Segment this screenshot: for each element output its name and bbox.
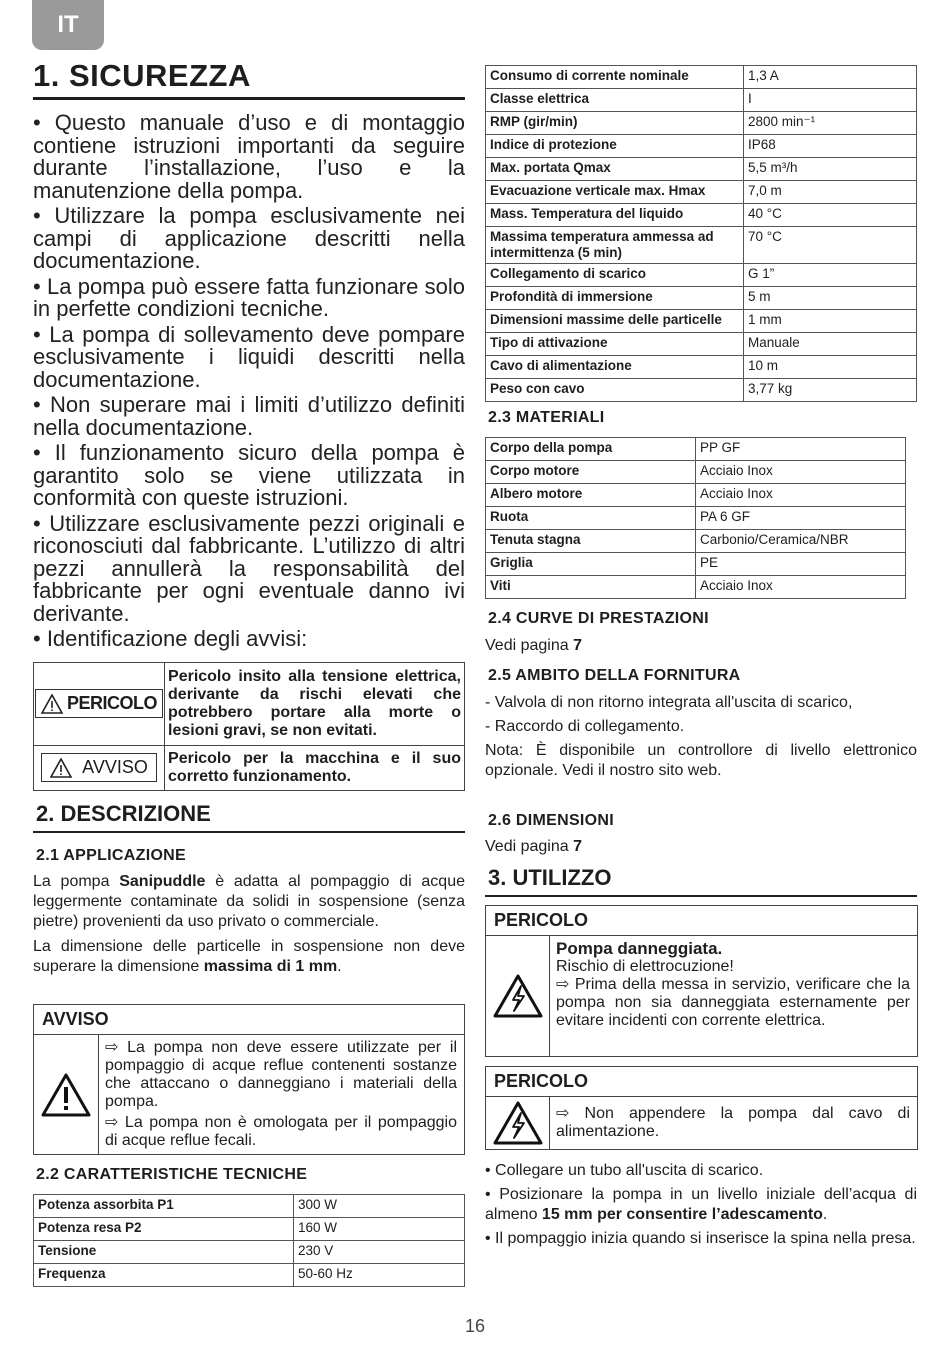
text-run: . <box>337 958 342 975</box>
table-row <box>486 181 917 204</box>
usage-bullet: • Collegare un tubo all'uscita di scarico. <box>485 1162 764 1179</box>
usage-bullets <box>485 1161 917 1249</box>
spec-label: Profondità di immersione <box>486 287 744 310</box>
warning-icon-cell <box>34 1035 99 1154</box>
avviso-line: ⇨ La pompa non è omologata per il pompaggio di acque reflue fecali. <box>105 1114 457 1149</box>
safety-bullets <box>33 112 465 654</box>
table-row <box>486 264 917 287</box>
tech-specs-title: 2.2 CARATTERISTICHE TECNICHE <box>36 1166 308 1183</box>
danger-badge <box>35 689 163 718</box>
safety-bullet: • Utilizzare esclusivamente pezzi originali e riconosciuti dal fabbricante. L’utilizzo di altri pezzi annullerà la responsabilità del fabbricante per ogni eventuale danno ivi derivante. <box>33 510 465 626</box>
language-tab <box>32 0 104 50</box>
application-paragraph <box>33 872 465 932</box>
supply-note: Nota: È disponibile un controllore di livello elettronico opzionale. Vedi il nostro sito web. <box>485 742 917 779</box>
safety-bullet: • Utilizzare la pompa esclusivamente nei campi di applicazione descritti nella documentazione. <box>33 203 465 273</box>
table-row <box>486 227 917 264</box>
table-row <box>34 746 465 791</box>
danger-box-text: ⇨ Non appendere la pompa dal cavo di alimentazione. <box>556 1105 910 1140</box>
spec-value: Acciaio Inox <box>696 484 906 507</box>
spec-value: 50-60 Hz <box>294 1264 465 1287</box>
materials-title: 2.3 MATERIALI <box>488 409 605 426</box>
spec-value: PA 6 GF <box>696 507 906 530</box>
spec-label: Mass. Temperatura del liquido <box>486 204 744 227</box>
application-text <box>33 872 465 977</box>
safety-bullet: • Il funzionamento sicuro della pompa è garantito solo se viene utilizzata in conformità con queste istruzioni. <box>33 440 465 510</box>
danger-box-head: PERICOLO <box>486 1067 917 1097</box>
danger-box-row <box>486 936 917 1056</box>
spec-label: Tensione <box>34 1241 294 1264</box>
text-run: La dimensione delle particelle in sospensione non deve superare la dimensione <box>33 938 465 975</box>
particle-paragraph <box>33 937 465 977</box>
tech-specs-table-left <box>33 1194 465 1287</box>
spec-value: PP GF <box>696 438 906 461</box>
notice-badge-label: AVVISO <box>82 757 148 778</box>
electric-hazard-icon <box>492 1100 544 1146</box>
avviso-box-text <box>99 1035 463 1154</box>
safety-bullet: • Questo manuale d’uso e di montaggio contiene istruzioni importanti da seguire durante l’installazione, l’uso e la manutenzione della pompa. <box>33 110 465 203</box>
dimensions-title: 2.6 DIMENSIONI <box>488 812 615 829</box>
page-reference: 7 <box>573 838 582 855</box>
usage-bullet <box>485 1185 917 1225</box>
spec-label: Classe elettrica <box>486 89 744 112</box>
spec-value: Manuale <box>744 333 917 356</box>
spec-label: Potenza assorbita P1 <box>34 1195 294 1218</box>
danger-box-head: PERICOLO <box>486 906 917 936</box>
table-row <box>486 66 917 89</box>
spec-value: 5,5 m³/h <box>744 158 917 181</box>
supply-title: 2.5 AMBITO DELLA FORNITURA <box>488 667 741 684</box>
section3-rule <box>485 895 917 897</box>
spec-label: Tipo di attivazione <box>486 333 744 356</box>
table-row <box>486 287 917 310</box>
spec-label: Dimensioni massime delle particelle <box>486 310 744 333</box>
table-row <box>34 1218 465 1241</box>
table-row <box>486 530 906 553</box>
text-run: Vedi pagina <box>485 637 574 654</box>
curves-title: 2.4 CURVE DI PRESTAZIONI <box>488 610 709 627</box>
table-row <box>486 204 917 227</box>
table-row <box>486 507 906 530</box>
spec-value: 40 °C <box>744 204 917 227</box>
spec-value: 1,3 A <box>744 66 917 89</box>
electric-hazard-cell <box>486 1097 550 1149</box>
safety-bullet: • Non superare mai i limiti d’utilizzo definiti nella documentazione. <box>33 392 465 440</box>
spec-label: Frequenza <box>34 1264 294 1287</box>
tech-specs-title-wrap <box>36 1166 307 1184</box>
text-run: è adatta al pompaggio di acque leggermente contaminate da solidi in sospensione (senza pietre) provenienti da uso privato o commerciale. <box>33 873 465 930</box>
text-run: • Posizionare la pompa in un livello iniziale dell’acqua di almeno <box>485 1186 917 1223</box>
spec-value: 300 W <box>294 1195 465 1218</box>
safety-bullet: • Identificazione degli avvisi: <box>33 626 308 651</box>
supply-line: - Valvola di non ritorno integrata all'uscita di scarico, <box>485 694 853 711</box>
spec-label: Corpo della pompa <box>486 438 696 461</box>
page-reference: 7 <box>573 637 582 654</box>
electric-hazard-cell <box>486 936 550 1056</box>
notice-description: Pericolo per la macchina e il suo corretto funzionamento. <box>165 746 465 791</box>
tech-specs-table-right <box>485 65 917 402</box>
language-tab-label: IT <box>57 11 79 38</box>
curves-text <box>485 636 582 656</box>
section1-rule <box>33 97 465 100</box>
warning-triangle-icon <box>50 758 72 778</box>
spec-label: Ruota <box>486 507 696 530</box>
safety-bullet: • La pompa di sollevamento deve pompare esclusivamente i liquidi descritti nella documentazione. <box>33 321 465 392</box>
priming-depth: 15 mm per consentire l’adescamento <box>541 1206 823 1223</box>
spec-value: 5 m <box>744 287 917 310</box>
section2 <box>36 801 465 833</box>
warning-triangle-icon <box>41 694 63 714</box>
table-row <box>486 553 906 576</box>
avviso-box <box>33 1004 465 1155</box>
table-row <box>486 135 917 158</box>
spec-label: Indice di protezione <box>486 135 744 158</box>
spec-value: Carbonio/Ceramica/NBR <box>696 530 906 553</box>
section3-title: 3. UTILIZZO <box>488 865 612 890</box>
spec-label: Cavo di alimentazione <box>486 356 744 379</box>
notice-badge <box>41 753 157 782</box>
table-row <box>486 484 906 507</box>
spec-label: Albero motore <box>486 484 696 507</box>
supply-text <box>485 693 917 781</box>
spec-label: Consumo di corrente nominale <box>486 66 744 89</box>
spec-label: Evacuazione verticale max. Hmax <box>486 181 744 204</box>
warning-badge-cell <box>34 746 165 791</box>
application-title: 2.1 APPLICAZIONE <box>36 847 187 864</box>
spec-label: Max. portata Qmax <box>486 158 744 181</box>
application-section <box>36 847 465 865</box>
spec-value: 3,77 kg <box>744 379 917 402</box>
materials-table <box>485 437 906 599</box>
spec-label: Griglia <box>486 553 696 576</box>
spec-value: PE <box>696 553 906 576</box>
curves-title-wrap <box>488 610 709 628</box>
product-name: Sanipuddle <box>119 873 206 890</box>
avviso-box-head: AVVISO <box>34 1005 464 1035</box>
danger-box-bold: Pompa danneggiata. <box>556 939 723 958</box>
page-number: 16 <box>464 1316 486 1336</box>
table-row <box>486 461 906 484</box>
table-row <box>34 1241 465 1264</box>
danger-box-line: Rischio di elettrocuzione! <box>556 958 734 975</box>
table-row <box>486 333 917 356</box>
spec-value: IP68 <box>744 135 917 158</box>
spec-value: 230 V <box>294 1241 465 1264</box>
spec-label: Potenza resa P2 <box>34 1218 294 1241</box>
spec-value: 1 mm <box>744 310 917 333</box>
spec-value: G 1” <box>744 264 917 287</box>
text-run: . <box>822 1206 828 1223</box>
spec-value: 160 W <box>294 1218 465 1241</box>
spec-label: Massima temperatura ammessa ad intermittenza (5 min) <box>486 227 744 264</box>
avviso-box-row <box>34 1035 464 1154</box>
section2-title: 2. DESCRIZIONE <box>36 801 211 826</box>
section2-rule <box>33 831 465 833</box>
text-run: La pompa <box>33 873 120 890</box>
usage-bullet: • Il pompaggio inizia quando si inserisce la spina nella presa. <box>485 1230 916 1247</box>
table-row <box>486 438 906 461</box>
spec-value: I <box>744 89 917 112</box>
table-row <box>34 1195 465 1218</box>
warning-legend-table <box>33 662 465 791</box>
danger-badge-label: PERICOLO <box>67 693 158 714</box>
section3 <box>488 865 917 897</box>
spec-value: Acciaio Inox <box>696 461 906 484</box>
section1-title: 1. SICUREZZA <box>33 58 251 93</box>
spec-label: Corpo motore <box>486 461 696 484</box>
table-row <box>486 89 917 112</box>
spec-label: Collegamento di scarico <box>486 264 744 287</box>
table-row <box>34 1264 465 1287</box>
danger-box-row <box>486 1097 917 1149</box>
danger-box-cable <box>485 1066 918 1150</box>
table-row <box>486 576 906 599</box>
spec-value: 2800 min⁻¹ <box>744 112 917 135</box>
warning-badge-cell <box>34 663 165 746</box>
table-row <box>486 310 917 333</box>
spec-value: 7,0 m <box>744 181 917 204</box>
supply-line: - Raccordo di collegamento. <box>485 718 685 735</box>
safety-bullet: • La pompa può essere fatta funzionare solo in perfette condizioni tecniche. <box>33 273 465 321</box>
dimensions-text <box>485 837 582 857</box>
materials-title-wrap <box>488 409 605 427</box>
spec-label: Viti <box>486 576 696 599</box>
warning-triangle-icon <box>40 1072 92 1118</box>
danger-description: Pericolo insito alla tensione elettrica, derivante da rischi elevati che potrebbero portare alla morte o lesioni gravi, se non evitati. <box>165 663 465 746</box>
danger-box-line: ⇨ Prima della messa in servizio, verificare che la pompa non sia danneggiata esternamente per evitare incidenti con corrente elettrica. <box>556 976 910 1029</box>
spec-value: 70 °C <box>744 227 917 264</box>
spec-value: Acciaio Inox <box>696 576 906 599</box>
table-row <box>34 663 465 746</box>
spec-label: Peso con cavo <box>486 379 744 402</box>
spec-label: RMP (gir/min) <box>486 112 744 135</box>
avviso-line: ⇨ La pompa non deve essere utilizzate per il pompaggio di acque reflue contenenti sostanze che attaccano o danneggiano i materiali della pompa. <box>105 1039 457 1110</box>
danger-box-text <box>550 936 916 1056</box>
spec-label: Tenuta stagna <box>486 530 696 553</box>
particle-limit: massima di 1 mm <box>203 958 338 975</box>
text-run: Vedi pagina <box>485 838 574 855</box>
dimensions-title-wrap <box>488 812 614 830</box>
electric-hazard-icon <box>492 973 544 1019</box>
supply-title-wrap <box>488 667 741 685</box>
table-row <box>486 356 917 379</box>
table-row <box>486 158 917 181</box>
table-row <box>486 112 917 135</box>
table-row <box>486 379 917 402</box>
spec-value: 10 m <box>744 356 917 379</box>
danger-box-damaged <box>485 905 918 1057</box>
